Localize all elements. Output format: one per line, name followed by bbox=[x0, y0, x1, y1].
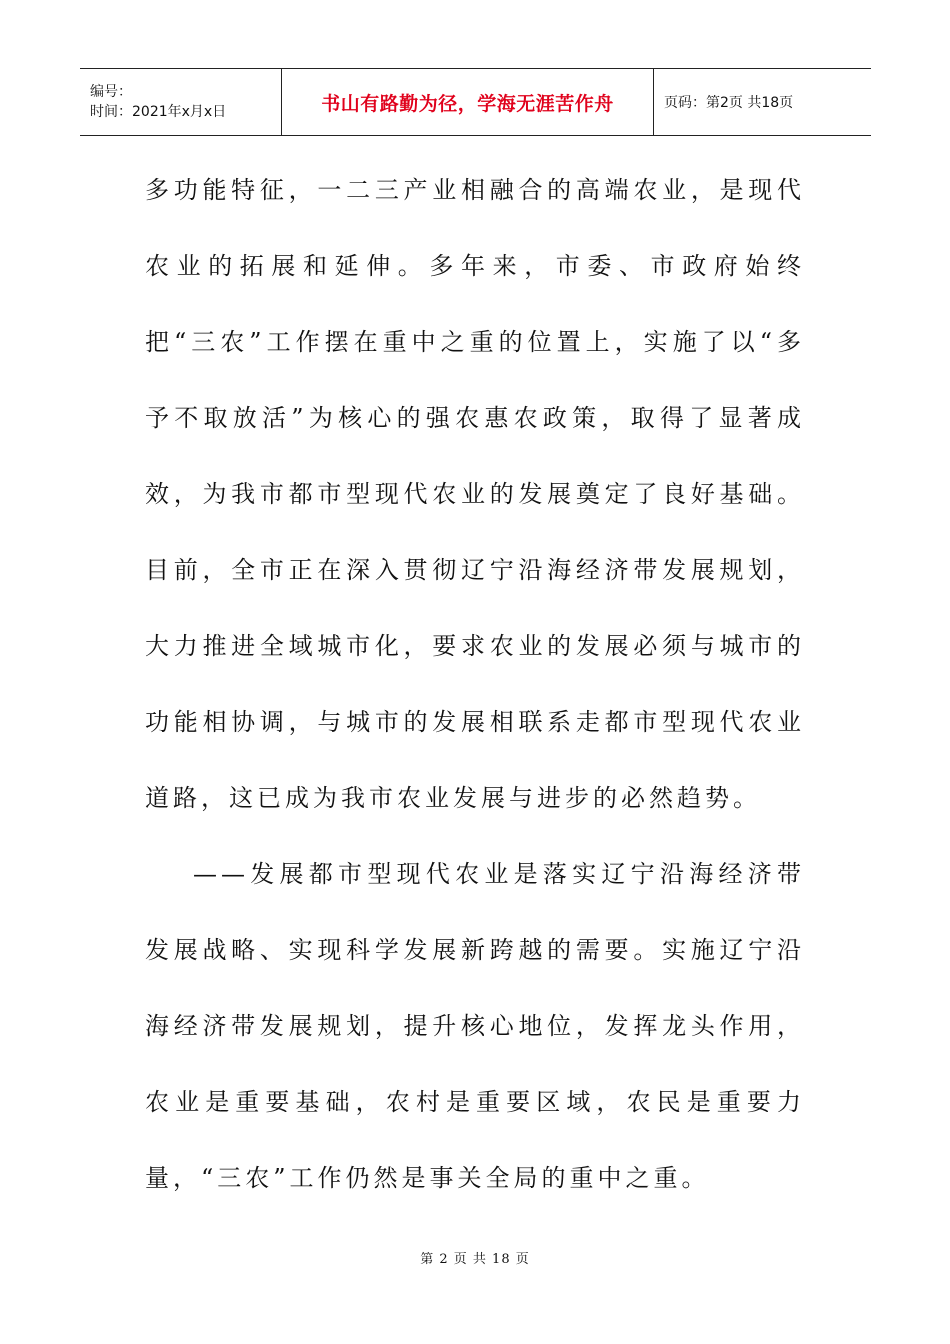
page-header bbox=[80, 68, 871, 136]
document-number: 编号： bbox=[90, 84, 132, 100]
document-body bbox=[145, 152, 805, 1216]
page-footer: 第 2 页 共 18 页 bbox=[420, 1252, 530, 1267]
header-page-info bbox=[654, 69, 871, 135]
document-date: 时间：2021年x月x日 bbox=[90, 104, 227, 120]
page-info-text: 页码：第2页 共18页 bbox=[664, 95, 794, 111]
header-meta bbox=[80, 69, 282, 135]
header-motto bbox=[282, 69, 654, 135]
paragraph: ——发展都市型现代农业是落实辽宁沿海经济带发展战略、实现科学发展新跨越的需要。实施辽宁沿海经济带发展规划，提升核心地位，发挥龙头作用，农业是重要基础，农村是重要区域，农民是重要力量，“三农”工作仍然是事关全局的重中之重。 bbox=[145, 860, 805, 1192]
paragraph-continued: 多功能特征，一二三产业相融合的高端农业，是现代农业的拓展和延伸。多年来，市委、市政府始终把“三农”工作摆在重中之重的位置上，实施了以“多予不取放活”为核心的强农惠农政策，取得了显著成效，为我市都市型现代农业的发展奠定了良好基础。目前，全市正在深入贯彻辽宁沿海经济带发展规划，大力推进全域城市化，要求农业的发展必须与城市的功能相协调，与城市的发展相联系走都市型现代农业道路，这已成为我市农业发展与进步的必然趋势。 bbox=[145, 176, 805, 812]
motto-text: 书山有路勤为径，学海无涯苦作舟 bbox=[321, 92, 614, 115]
